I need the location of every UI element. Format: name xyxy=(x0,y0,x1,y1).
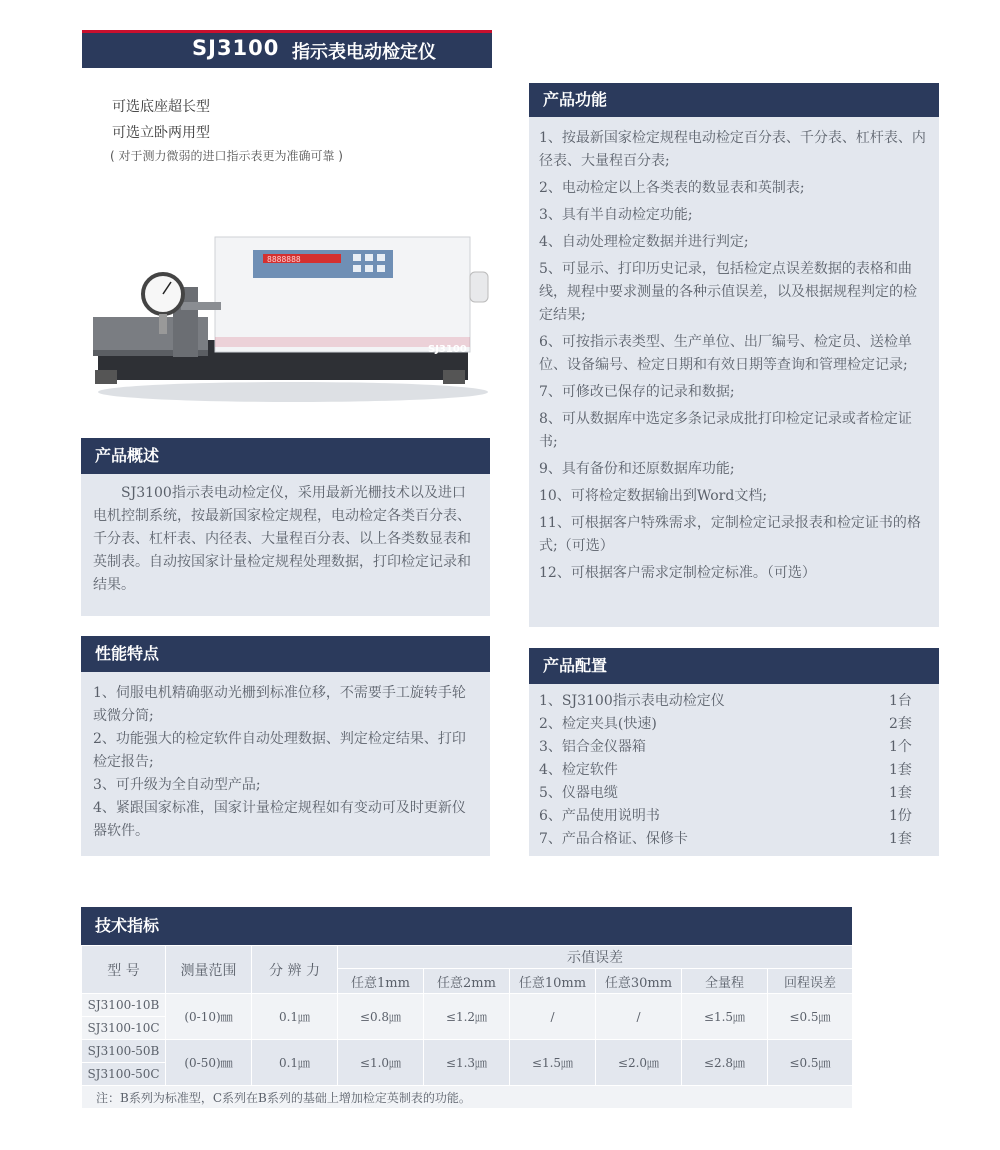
cell-value: ≤0.5㎛ xyxy=(768,994,853,1040)
cell-value: ≤1.5㎛ xyxy=(510,1040,596,1086)
config-name: 4、检定软件 xyxy=(539,762,618,778)
config-name: 3、铝合金仪器箱 xyxy=(539,739,646,755)
cell-value: ≤2.8㎛ xyxy=(682,1040,768,1086)
cell-value: / xyxy=(510,994,596,1040)
th-sub: 任意2mm xyxy=(424,969,510,994)
function-item: 9、具有备份和还原数据库功能; xyxy=(539,461,735,477)
cell-resolution: 0.1㎛ xyxy=(252,994,338,1040)
th-model: 型 号 xyxy=(82,946,166,994)
th-sub: 任意1mm xyxy=(338,969,424,994)
title-model: SJ3100 xyxy=(192,36,280,60)
config-row xyxy=(539,828,939,851)
cell-value: ≤0.8㎛ xyxy=(338,994,424,1040)
product-image xyxy=(93,232,493,407)
cell-model: SJ3100-10C xyxy=(82,1017,166,1040)
config-name: 2、检定夹具(快速) xyxy=(539,716,657,732)
overview-text: SJ3100指示表电动检定仪，采用最新光栅技术以及进口电机控制系统，按最新国家检定规程，电动检定各类百分表、千分表、杠杆表、内径表、大量程百分表、以上各类数显表和英制表。自动按国家计量检定规程处理数据，打印检定记录和结果。 xyxy=(81,474,490,616)
cell-value: ≤1.0㎛ xyxy=(338,1040,424,1086)
function-item: 6、可按指示表类型、生产单位、出厂编号、检定员、送检单位、设备编号、检定日期和有效日期等查询和管理检定记录; xyxy=(539,334,912,373)
config-name: 5、仪器电缆 xyxy=(539,785,618,801)
product-badge: SJ3100 xyxy=(428,344,467,355)
overview-header: 产品概述 xyxy=(81,438,490,474)
feature-item: 3、可升级为全自动型产品; xyxy=(93,777,261,793)
config-qty: 1套 xyxy=(889,762,912,778)
function-item: 1、按最新国家检定规程电动检定百分表、千分表、杠杆表、内径表、大量程百分表; xyxy=(539,130,926,169)
th-error-group: 示值误差 xyxy=(338,946,853,969)
function-item: 8、可从数据库中选定多条记录成批打印检定记录或者检定证书; xyxy=(539,411,912,450)
th-sub: 任意10mm xyxy=(510,969,596,994)
option-1: 可选底座超长型 xyxy=(112,99,210,115)
config-row xyxy=(539,782,939,805)
config-name: 6、产品使用说明书 xyxy=(539,808,660,824)
th-sub: 任意30mm xyxy=(596,969,682,994)
cell-range: (0-50)㎜ xyxy=(166,1040,252,1086)
th-sub: 回程误差 xyxy=(768,969,853,994)
function-item: 7、可修改已保存的记录和数据; xyxy=(539,384,735,400)
config-qty: 1套 xyxy=(889,785,912,801)
cell-value: ≤2.0㎛ xyxy=(596,1040,682,1086)
cell-model: SJ3100-50C xyxy=(82,1063,166,1086)
cell-value: ≤0.5㎛ xyxy=(768,1040,853,1086)
config-name: 7、产品合格证、保修卡 xyxy=(539,831,688,847)
features-panel xyxy=(81,672,490,856)
config-row xyxy=(539,713,939,736)
spec-header: 技术指标 xyxy=(81,907,852,945)
feature-item: 1、伺服电机精确驱动光栅到标准位移，不需要手工旋转手轮或微分筒; xyxy=(93,685,466,724)
config-row xyxy=(539,805,939,828)
function-item: 4、自动处理检定数据并进行判定; xyxy=(539,234,749,250)
option-2: 可选立卧两用型 xyxy=(112,125,210,141)
cell-value: ≤1.3㎛ xyxy=(424,1040,510,1086)
title-name: 指示表电动检定仪 xyxy=(292,42,436,63)
function-item: 2、电动检定以上各类表的数显表和英制表; xyxy=(539,180,805,196)
config-qty: 1套 xyxy=(889,831,912,847)
display-digits: 8888888 xyxy=(267,255,301,264)
th-range: 测量范围 xyxy=(166,946,252,994)
cell-value: ≤1.5㎛ xyxy=(682,994,768,1040)
cell-value: ≤1.2㎛ xyxy=(424,994,510,1040)
spec-table xyxy=(81,945,853,1109)
spec-note: 注：B系列为标准型，C系列在B系列的基础上增加检定英制表的功能。 xyxy=(82,1086,853,1109)
function-item: 11、可根据客户特殊需求，定制检定记录报表和检定证书的格式;（可选） xyxy=(539,515,921,554)
config-panel xyxy=(529,684,939,856)
config-qty: 1份 xyxy=(889,808,912,824)
config-row xyxy=(539,736,939,759)
functions-panel xyxy=(529,117,939,627)
feature-item: 4、紧跟国家标准，国家计量检定规程如有变动可及时更新仪器软件。 xyxy=(93,800,466,839)
config-row xyxy=(539,759,939,782)
options-note: ( 对于测力微弱的进口指示表更为准确可靠 ) xyxy=(110,149,343,163)
cell-model: SJ3100-50B xyxy=(82,1040,166,1063)
config-qty: 1台 xyxy=(889,693,912,709)
title-bar xyxy=(82,30,492,68)
config-qty: 2套 xyxy=(889,716,912,732)
th-resolution: 分 辨 力 xyxy=(252,946,338,994)
config-header: 产品配置 xyxy=(529,648,939,684)
cell-range: (0-10)㎜ xyxy=(166,994,252,1040)
function-item: 5、可显示、打印历史记录，包括检定点误差数据的表格和曲线，规程中要求测量的各种示值误差，以及根据规程判定的检定结果; xyxy=(539,261,917,323)
functions-header: 产品功能 xyxy=(529,83,939,117)
config-qty: 1个 xyxy=(889,739,912,755)
function-item: 3、具有半自动检定功能; xyxy=(539,207,693,223)
feature-item: 2、功能强大的检定软件自动处理数据、判定检定结果、打印检定报告; xyxy=(93,731,466,770)
features-header: 性能特点 xyxy=(81,636,490,672)
function-item: 10、可将检定数据输出到Word文档; xyxy=(539,488,768,504)
cell-resolution: 0.1㎛ xyxy=(252,1040,338,1086)
function-item: 12、可根据客户需求定制检定标准。（可选） xyxy=(539,565,816,581)
config-row xyxy=(539,690,939,713)
config-name: 1、SJ3100指示表电动检定仪 xyxy=(539,693,725,709)
th-sub: 全量程 xyxy=(682,969,768,994)
cell-value: / xyxy=(596,994,682,1040)
cell-model: SJ3100-10B xyxy=(82,994,166,1017)
